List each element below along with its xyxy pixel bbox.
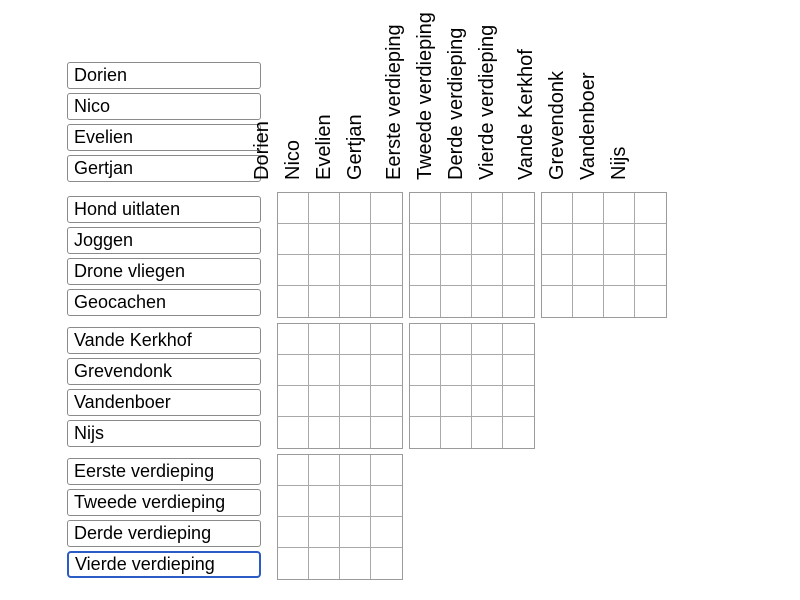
item-input-floor-1[interactable] (67, 458, 261, 485)
item-input-surname-2[interactable] (67, 358, 261, 385)
grid-cell[interactable] (278, 517, 309, 548)
grid-cell[interactable] (472, 193, 503, 224)
grid-cell[interactable] (503, 286, 534, 317)
grid-activities-names (277, 192, 403, 318)
grid-cell[interactable] (604, 193, 635, 224)
grid-cell[interactable] (340, 355, 371, 386)
grid-cell[interactable] (573, 286, 604, 317)
grid-cell[interactable] (340, 324, 371, 355)
col-header-surname-3: Vandenboer (577, 72, 599, 180)
grid-cell[interactable] (472, 386, 503, 417)
grid-cell[interactable] (503, 224, 534, 255)
grid-cell[interactable] (371, 193, 402, 224)
grid-cell[interactable] (542, 224, 573, 255)
grid-cell[interactable] (278, 355, 309, 386)
item-input-surname-4[interactable] (67, 420, 261, 447)
grid-cell[interactable] (573, 224, 604, 255)
grid-activities-surnames (541, 192, 667, 318)
col-header-floor-3: Derde verdieping (445, 27, 467, 180)
grid-cell[interactable] (542, 286, 573, 317)
col-header-floor-4: Vierde verdieping (476, 24, 498, 180)
grid-cell[interactable] (371, 386, 402, 417)
col-header-surname-1: Vande Kerkhof (515, 49, 537, 180)
grid-cell[interactable] (371, 517, 402, 548)
grid-cell[interactable] (340, 386, 371, 417)
grid-cell[interactable] (604, 286, 635, 317)
item-input-floor-3[interactable] (67, 520, 261, 547)
grid-cell[interactable] (371, 455, 402, 486)
grid-cell[interactable] (340, 455, 371, 486)
grid-cell[interactable] (441, 417, 472, 448)
grid-cell[interactable] (604, 224, 635, 255)
item-input-floor-4-focused[interactable] (67, 551, 261, 578)
grid-cell[interactable] (309, 417, 340, 448)
grid-cell[interactable] (340, 548, 371, 579)
grid-floors-names (277, 454, 403, 580)
grid-cell[interactable] (371, 286, 402, 317)
item-input-name-2[interactable] (67, 93, 261, 120)
col-header-surname-2: Grevendonk (546, 71, 568, 180)
grid-cell[interactable] (472, 255, 503, 286)
grid-cell[interactable] (503, 355, 534, 386)
grid-cell[interactable] (278, 548, 309, 579)
grid-surnames-names (277, 323, 403, 449)
grid-cell[interactable] (340, 193, 371, 224)
grid-cell[interactable] (441, 324, 472, 355)
grid-cell[interactable] (635, 224, 666, 255)
grid-cell[interactable] (441, 255, 472, 286)
grid-cell[interactable] (472, 417, 503, 448)
col-header-name-3: Evelien (313, 114, 335, 180)
grid-cell[interactable] (278, 324, 309, 355)
grid-cell[interactable] (410, 417, 441, 448)
grid-cell[interactable] (278, 386, 309, 417)
item-input-activity-2[interactable] (67, 227, 261, 254)
item-input-activity-1[interactable] (67, 196, 261, 223)
grid-cell[interactable] (441, 224, 472, 255)
grid-cell[interactable] (340, 224, 371, 255)
grid-cell[interactable] (340, 417, 371, 448)
grid-cell[interactable] (410, 286, 441, 317)
grid-cell[interactable] (410, 324, 441, 355)
grid-cell[interactable] (635, 286, 666, 317)
grid-cell[interactable] (371, 224, 402, 255)
grid-cell[interactable] (441, 193, 472, 224)
grid-cell[interactable] (635, 255, 666, 286)
grid-cell[interactable] (371, 486, 402, 517)
grid-cell[interactable] (604, 255, 635, 286)
grid-cell[interactable] (503, 255, 534, 286)
grid-cell[interactable] (340, 517, 371, 548)
grid-cell[interactable] (410, 355, 441, 386)
grid-cell[interactable] (472, 286, 503, 317)
grid-cell[interactable] (278, 455, 309, 486)
item-input-activity-3[interactable] (67, 258, 261, 285)
grid-cell[interactable] (573, 255, 604, 286)
grid-cell[interactable] (371, 417, 402, 448)
grid-cell[interactable] (309, 255, 340, 286)
grid-cell[interactable] (340, 486, 371, 517)
grid-cell[interactable] (503, 386, 534, 417)
grid-cell[interactable] (309, 224, 340, 255)
grid-cell[interactable] (340, 286, 371, 317)
item-input-surname-1[interactable] (67, 327, 261, 354)
grid-surnames-floors (409, 323, 535, 449)
grid-cell[interactable] (472, 355, 503, 386)
grid-cell[interactable] (309, 455, 340, 486)
item-input-floor-2[interactable] (67, 489, 261, 516)
grid-cell[interactable] (278, 417, 309, 448)
grid-activities-floors (409, 192, 535, 318)
grid-cell[interactable] (309, 324, 340, 355)
grid-cell[interactable] (309, 355, 340, 386)
item-input-surname-3[interactable] (67, 389, 261, 416)
grid-cell[interactable] (309, 286, 340, 317)
grid-cell[interactable] (278, 193, 309, 224)
grid-cell[interactable] (635, 193, 666, 224)
item-input-name-4[interactable] (67, 155, 261, 182)
col-header-name-2: Nico (282, 139, 304, 180)
grid-cell[interactable] (309, 193, 340, 224)
grid-cell[interactable] (309, 517, 340, 548)
grid-cell[interactable] (472, 224, 503, 255)
grid-cell[interactable] (573, 193, 604, 224)
col-header-name-4: Gertjan (344, 114, 366, 180)
grid-cell[interactable] (441, 286, 472, 317)
item-input-activity-4[interactable] (67, 289, 261, 316)
grid-cell[interactable] (278, 486, 309, 517)
grid-cell[interactable] (410, 386, 441, 417)
col-header-name-1: Dorien (251, 121, 273, 180)
grid-cell[interactable] (309, 486, 340, 517)
grid-cell[interactable] (410, 193, 441, 224)
grid-cell[interactable] (542, 255, 573, 286)
grid-cell[interactable] (441, 355, 472, 386)
grid-cell[interactable] (503, 193, 534, 224)
grid-cell[interactable] (542, 193, 573, 224)
item-input-name-1[interactable] (67, 62, 261, 89)
grid-cell[interactable] (410, 255, 441, 286)
grid-cell[interactable] (340, 255, 371, 286)
grid-cell[interactable] (472, 324, 503, 355)
grid-cell[interactable] (278, 224, 309, 255)
grid-cell[interactable] (278, 286, 309, 317)
item-input-name-3[interactable] (67, 124, 261, 151)
grid-cell[interactable] (503, 417, 534, 448)
grid-cell[interactable] (410, 224, 441, 255)
grid-cell[interactable] (309, 386, 340, 417)
grid-cell[interactable] (441, 386, 472, 417)
grid-cell[interactable] (278, 255, 309, 286)
grid-cell[interactable] (371, 324, 402, 355)
col-header-floor-2: Tweede verdieping (414, 12, 436, 180)
col-header-surname-4: Nijs (608, 146, 630, 180)
grid-cell[interactable] (371, 548, 402, 579)
grid-cell[interactable] (371, 355, 402, 386)
grid-cell[interactable] (371, 255, 402, 286)
grid-cell[interactable] (309, 548, 340, 579)
grid-cell[interactable] (503, 324, 534, 355)
col-header-floor-1: Eerste verdieping (383, 24, 405, 180)
